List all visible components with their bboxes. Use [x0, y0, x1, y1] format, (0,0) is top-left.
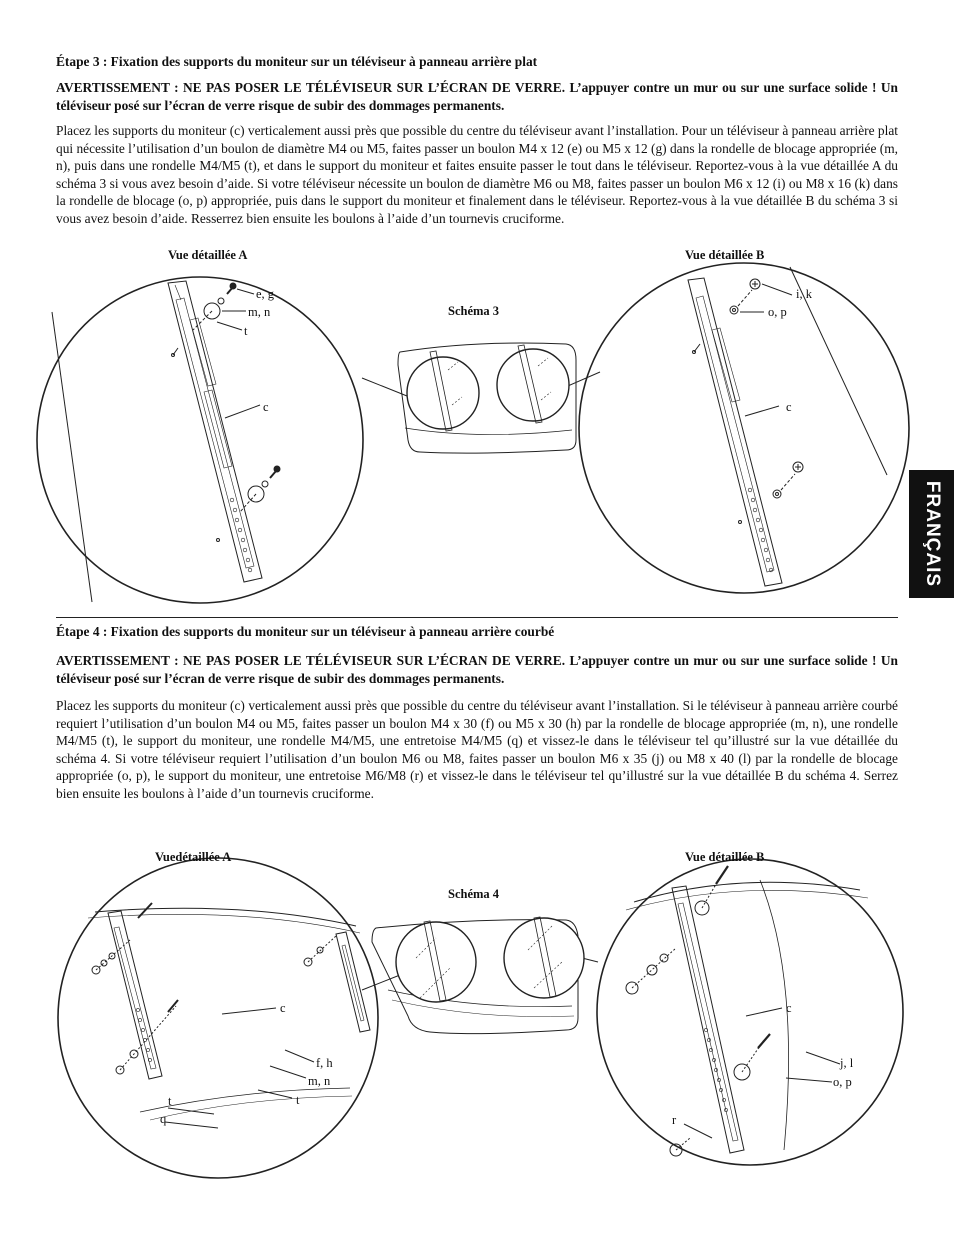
schema4-b-label-spacer: r: [672, 1113, 677, 1127]
step3-heading: Étape 3 : Fixation des supports du moniteur sur un téléviseur à panneau arrière plat: [56, 54, 538, 69]
step4-heading: Étape 4 : Fixation des supports du moniteur sur un téléviseur à panneau arrière courbé: [56, 624, 555, 639]
schema3-a-label-bolt: e, g: [256, 287, 275, 301]
schema4-a-label-bolt: f, h: [316, 1056, 333, 1070]
schema3-b-label-bracket: c: [786, 400, 792, 414]
schema3-a-label-washer: t: [244, 324, 248, 338]
schema4-a-label-spacer: q: [160, 1112, 167, 1126]
schema4-b-label-bracket: c: [786, 1001, 792, 1015]
step3-warning: AVERTISSEMENT : NE PAS POSER LE TÉLÉVISEUR SUR L’ÉCRAN DE VERRE. L’appuyer contre un mur ou sur une surface solide ! Un téléviseur posé sur l’écran de verre risque de subir des dommages permanents.: [56, 80, 898, 113]
schema3-a-label-bracket: c: [263, 400, 269, 414]
step4-body: Placez les supports du moniteur (c) verticalement aussi près que possible du centre du téléviseur avant l’installation. Si le téléviseur à panneau arrière courbé requiert l’utilisation d’un boulon M4 ou M5, faites passer un boulon M4 x 30 (f) ou M5 x 30 (h) par la rondelle de blocage appropriée (m, n), une rondelle M4/M5 (t), le support du moniteur, une rondelle M4/M5, une entretoise M4/M5 (q) et vissez-le dans le téléviseur tel qu’illustré sur la vue détaillée du schéma 4. Si votre téléviseur requiert l’utilisation d’un boulon M6 ou M8, faites passer un boulon M6 x 35 (j) ou M8 x 40 (l) par la rondelle de blocage appropriée (o, p), le support du moniteur, une entretoise M6/M8 (r) et vissez-le dans le téléviseur tel qu’illustré sur la vue détaillée B du schéma 4. Serrez bien ensuite les boulons à l’aide d’un tournevis cruciforme.: [56, 698, 898, 801]
step4-warning: AVERTISSEMENT : NE PAS POSER LE TÉLÉVISEUR SUR L’ÉCRAN DE VERRE. L’appuyer contre un mur ou sur une surface solide ! Un téléviseur posé sur l’écran de verre risque de subir des dommages permanents.: [56, 653, 898, 686]
schema4-a-label-washer-right: t: [296, 1093, 300, 1107]
schema4-a-label-lockwasher: m, n: [308, 1074, 331, 1088]
schema3-detail-a-title: Vue détaillée A: [168, 248, 248, 262]
schema3-b-label-lockwasher: o, p: [768, 305, 787, 319]
language-side-tab: FRANÇAIS: [909, 470, 954, 598]
schema3-detail-b-title: Vue détaillée B: [685, 248, 765, 262]
schema4-a-label-washer-left: t: [168, 1094, 172, 1108]
schema4-detail-b-title: Vue détaillée B: [685, 850, 765, 864]
step3-body: Placez les supports du moniteur (c) verticalement aussi près que possible du centre du téléviseur avant l’installation. Pour un téléviseur à panneau arrière plat qui nécessite l’utilisation d’un boulon de diamètre M4 ou M5, faites passer un boulon M4 x 12 (e) ou M5 x 12 (g) dans la rondelle de blocage appropriée (m, n), puis dans une rondelle M4/M5 (t), et dans le support du moniteur et faites ensuite passer le tout dans le téléviseur. Reportez-vous à la vue détaillée A du schéma 3 si vous avez besoin d’aide. Si votre téléviseur nécessite un boulon de diamètre M6 ou M8, faites passer un boulon M6 x 12 (i) ou M8 x 16 (k) dans la rondelle de blocage (o, p) appropriée, puis dans le support du moniteur et finalement dans le téléviseur. Reportez-vous à la vue détaillée B du schéma 3 si vous avez besoin d’aide. Resserrez bien ensuite les boulons à l’aide d’un tournevis cruciforme.: [56, 123, 898, 226]
schema4-b-label-bolt: j, l: [840, 1056, 854, 1070]
schema4-title: Schéma 4: [448, 887, 500, 901]
schema3-a-label-lockwasher: m, n: [248, 305, 271, 319]
schema4-b-label-lockwasher: o, p: [833, 1075, 852, 1089]
schema4-a-label-bracket: c: [280, 1001, 286, 1015]
schema3-title: Schéma 3: [448, 304, 500, 318]
schema3-b-label-bolt: i, k: [796, 287, 812, 301]
schema4-detail-a-title: Vuedétaillée A: [155, 850, 232, 864]
